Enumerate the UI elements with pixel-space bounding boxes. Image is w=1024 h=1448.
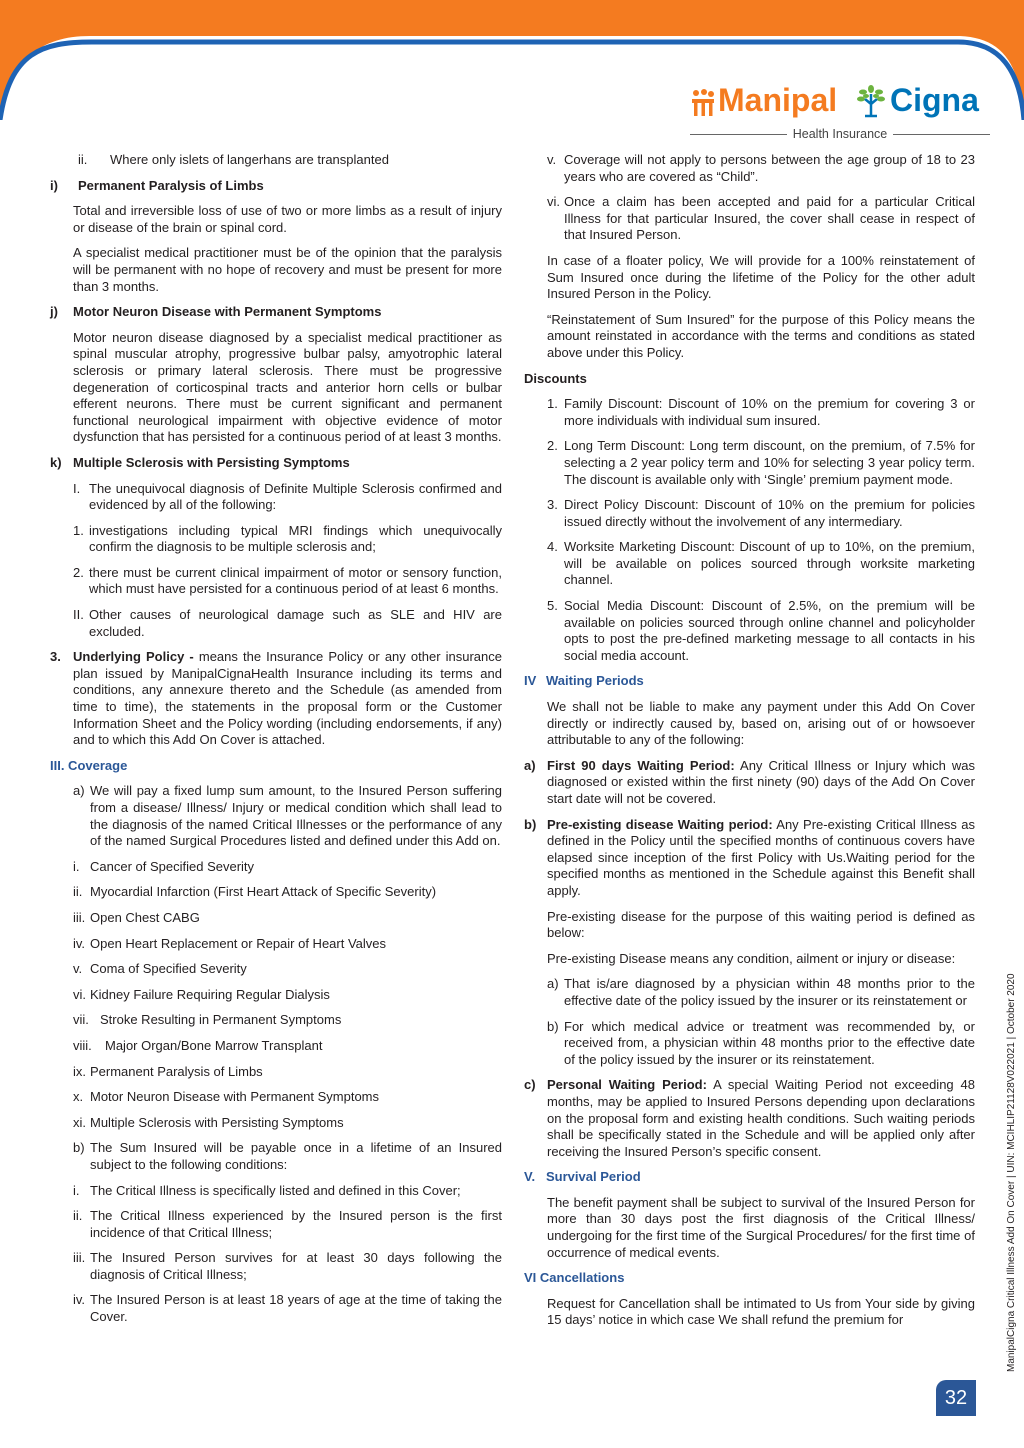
list-text: Long Term Discount: Long term discount, on the premium, of 7.5% for selecting a 2 year policy term and 10% for selecting 3 year policy term. The discount is available only with ‘Single’ premium payment mode.	[564, 438, 975, 487]
list-text: Open Chest CABG	[90, 909, 200, 925]
list-item	[547, 598, 975, 664]
side-footer-text: ManipalCigna Critical Illness Add On Cover | UIN: MCIHLIP21128V022021 | October 2020	[1006, 973, 1017, 1372]
list-text: Stroke Resulting in Permanent Symptoms	[100, 1012, 342, 1028]
list-marker: 5.	[547, 598, 558, 614]
list-item	[73, 1250, 502, 1283]
list-marker: 3.	[50, 649, 61, 665]
list-marker: 2.	[73, 564, 84, 580]
list-text: Coverage will not apply to persons between the age group of 18 to 23 years who are covered as “Child”.	[564, 152, 975, 184]
term: Pre-existing disease Waiting period:	[547, 816, 773, 832]
paragraph: “Reinstatement of Sum Insured” for the purpose of this Policy means the amount reinstated in accordance with the terms and conditions as stated above under this Policy.	[547, 311, 975, 360]
list-marker: vi.	[547, 194, 560, 210]
list-marker: I.	[73, 480, 81, 496]
list-marker: iv.	[73, 935, 86, 951]
list-text: Social Media Discount: Discount of 2.5%, on the premium will be available on policies sourced through online channel and policyholder opts to post the pre-defined marketing message to all contacts in his social media account.	[564, 598, 975, 663]
list-text: Myocardial Infarction (First Heart Attack of Specific Severity)	[90, 884, 437, 900]
list-text: Once a claim has been accepted and paid for a particular Critical Illness for that particular Insured, the cover shall cease in respect of that Insured Person.	[564, 194, 975, 243]
list-item	[547, 539, 975, 589]
list-text: That is/are diagnosed by a physician within 48 months prior to the effective date of the policy issued by the insurer or its reinstatement or	[564, 976, 975, 1008]
list-item	[73, 1140, 502, 1173]
list-text: The Critical Illness experienced by the Insured person is the first incidence of that Critical Illness;	[90, 1208, 502, 1240]
cigna-tree-icon	[856, 84, 886, 118]
waiting-item	[524, 758, 975, 808]
list-marker: xi.	[73, 1114, 86, 1130]
list-text: The Sum Insured will be payable once in a lifetime of an Insured subject to the following conditions:	[90, 1140, 502, 1172]
list-text: Coma of Specified Severity	[90, 961, 247, 977]
list-item	[73, 961, 502, 978]
list-text: Worksite Marketing Discount: Discount of up to 10%, on the premium, will be available on polices sourced through worksite marketing channel.	[564, 539, 975, 588]
list-text: Family Discount: Discount of 10% on the premium for covering 3 or more individuals with individual sum insured.	[564, 396, 975, 428]
right-column	[524, 152, 975, 1338]
logo-manipal-text: Manipal	[718, 82, 838, 118]
paragraph: A specialist medical practitioner must be of the opinion that the paralysis will be permanent with no hope of recovery and must be present for more than 3 months.	[73, 245, 502, 294]
paragraph: In case of a floater policy, We will provide for a 100% reinstatement of Sum Insured once during the lifetime of the Policy for the other adult Insured Person in the Policy.	[547, 252, 975, 302]
waiting-item	[524, 1077, 975, 1160]
list-marker: i.	[73, 1182, 80, 1198]
list-text: Direct Policy Discount: Discount of 10% on the premium for policies issued directly without the involvement of any intermediary.	[564, 497, 975, 529]
list-item	[73, 1183, 502, 1200]
term: Personal Waiting Period:	[547, 1077, 707, 1093]
ped-list	[547, 976, 975, 1068]
section-heading-survival	[524, 1169, 975, 1186]
list-item	[73, 1292, 502, 1325]
list-item	[547, 976, 975, 1009]
list-text: investigations including typical MRI findings which unequivocally confirm the diagnosis to be multiple sclerosis and;	[89, 522, 502, 555]
list-item	[547, 396, 975, 429]
heading-text: Motor Neuron Disease with Permanent Symptoms	[73, 304, 382, 320]
coverage-list	[73, 783, 502, 1325]
heading-text: Permanent Paralysis of Limbs	[78, 177, 264, 193]
section-heading	[50, 178, 502, 195]
list-text: there must be current clinical impairment of motor or sensory function, which must have persisted for a continuous period of at least 6 months.	[89, 564, 502, 597]
list-item	[73, 1115, 502, 1132]
list-text: Where only islets of langerhans are transplanted	[110, 152, 389, 167]
list-marker: vii.	[73, 1012, 89, 1028]
heading-text: Waiting Periods	[546, 673, 644, 689]
left-column	[50, 152, 502, 1335]
heading-marker: IV	[524, 673, 537, 689]
list-marker: II.	[73, 607, 84, 623]
heading-marker: k)	[50, 454, 62, 470]
list-text: Major Organ/Bone Marrow Transplant	[105, 1037, 323, 1053]
list-marker: b)	[547, 1018, 559, 1034]
heading-text: Multiple Sclerosis with Persisting Symptoms	[73, 454, 350, 470]
list-marker: ii.	[73, 884, 83, 900]
list-text: Cancer of Specified Severity	[90, 858, 255, 874]
logo-tagline	[690, 127, 990, 141]
list-text: Kidney Failure Requiring Regular Dialysis	[90, 986, 330, 1002]
paragraph: Request for Cancellation shall be intimated to Us from Your side by giving 15 days’ notice in which case We shall refund the premium for	[547, 1295, 975, 1328]
term-text: Any Critical Illness or Injury which was diagnosed or existed within the first ninety (90) days of the Add On Cover start date will not be covered.	[547, 757, 975, 806]
list-item	[73, 1089, 502, 1106]
heading-marker: j)	[50, 304, 58, 320]
list-marker: iii.	[73, 1250, 86, 1266]
list-marker: b)	[524, 816, 537, 832]
list-marker: ii.	[73, 1208, 83, 1224]
list-item	[73, 481, 502, 514]
list-marker: a)	[547, 976, 559, 992]
list-marker: v.	[547, 152, 557, 167]
paragraph: The benefit payment shall be subject to survival of the Insured Person for more than 30 days post the first diagnosis of the Critical Illness/ undergoing for the first time of the Surgical Procedures/ for the first time of occurrence of medical events.	[547, 1194, 975, 1260]
list-item	[547, 194, 975, 244]
definition-term: Underlying Policy -	[73, 649, 194, 665]
paragraph: Total and irreversible loss of use of two or more limbs as a result of injury or disease of the brain or spinal cord.	[73, 203, 502, 235]
section-heading-waiting	[524, 673, 975, 690]
list-marker: viii.	[73, 1037, 92, 1053]
list-item	[73, 565, 502, 598]
list-text: Open Heart Replacement or Repair of Heart Valves	[90, 935, 387, 951]
logo-tagline-text: Health Insurance	[792, 127, 888, 141]
list-item	[73, 1064, 502, 1081]
section-heading-discounts: Discounts	[524, 370, 587, 386]
list-marker: 3.	[547, 497, 558, 513]
list-item	[547, 497, 975, 530]
list-item	[73, 910, 502, 927]
list-text: We will pay a fixed lump sum amount, to the Insured Person suffering from a disease/ Illness/ Injury or medical condition which shall lead to the diagnosis of the named Critical Illnesses or the performance of any of the named Surgical Procedures listed and defined under this Add on.	[90, 783, 502, 849]
list-text: Motor Neuron Disease with Permanent Symptoms	[90, 1089, 380, 1105]
list-marker: v.	[73, 961, 83, 977]
section-heading-cancellations: VI Cancellations	[524, 1270, 625, 1286]
list-item	[73, 859, 502, 876]
discount-list	[547, 396, 975, 664]
waiting-item	[524, 817, 975, 900]
list-marker: c)	[524, 1077, 536, 1093]
list-item	[73, 783, 502, 849]
definition-underlying-policy	[50, 649, 502, 749]
page-number: 32	[936, 1380, 976, 1416]
paragraph: Pre-existing Disease means any condition, ailment or injury or disease:	[547, 950, 956, 966]
list-item	[73, 1208, 502, 1241]
list-marker: vi.	[73, 986, 86, 1002]
list-marker: iii.	[73, 909, 86, 925]
list-marker: ix.	[73, 1063, 86, 1079]
paragraph: Motor neuron disease diagnosed by a specialist medical practitioner as spinal muscular atrophy, progressive bulbar palsy, amyotrophic lateral sclerosis or primary lateral sclerosis. There must be progressive degeneration of corticospinal tracts and anterior horn cells or bulbar efferent neurons. There must be current significant and permanent functional neurological impairment with objective evidence of motor dysfunction that has persisted for a continuous period of at least 3 months.	[73, 329, 502, 445]
list-marker: iv.	[73, 1292, 86, 1308]
list-item	[78, 152, 502, 169]
term: First 90 days Waiting Period:	[547, 757, 735, 773]
list-item	[73, 1038, 502, 1055]
section-heading	[50, 455, 502, 472]
list-text: Other causes of neurological damage such as SLE and HIV are excluded.	[89, 607, 502, 639]
list-item	[73, 936, 502, 953]
list-marker: ii.	[78, 152, 88, 167]
term-text: A special Waiting Period not exceeding 48 months, may be applied to Insured Persons depending upon declarations on the proposal form and existing health conditions. Such waiting periods shall be specifically stated in the Schedule and will be applied only after receiving the Insured Person’s specific consent.	[547, 1077, 975, 1159]
list-text: The Critical Illness is specifically listed and defined in this Cover;	[90, 1182, 461, 1198]
list-item	[73, 1012, 502, 1029]
definition-text: means the Insurance Policy or any other insurance plan issued by ManipalCignaHealth Insurance including its terms and conditions, any annexure thereto and the Schedule (as amended from time to time), the statements in the proposal form or the Customer Information Sheet and the Policy wording (including endorsements, if any) and to which this Add On Cover is attached.	[73, 649, 502, 748]
list-item	[73, 607, 502, 640]
term-text: Any Pre-existing Critical Illness as defined in the Policy until the specified months of continuous covers have elapsed since inception of the first Policy with Us.Waiting period for the specified months as mentioned in the Schedule against this Benefit shall apply.	[547, 816, 975, 898]
list-marker: i.	[73, 858, 80, 874]
heading-text: Survival Period	[546, 1169, 641, 1185]
list-item	[547, 438, 975, 488]
list-item	[547, 1019, 975, 1069]
manipal-figure-icon	[690, 88, 716, 118]
list-item	[547, 152, 975, 185]
section-heading	[50, 304, 502, 321]
list-text: Permanent Paralysis of Limbs	[90, 1063, 263, 1079]
list-marker: 1.	[73, 522, 84, 538]
list-text: The unequivocal diagnosis of Definite Multiple Sclerosis confirmed and evidenced by all of the following:	[89, 480, 502, 513]
list-item	[73, 987, 502, 1004]
k-list	[73, 481, 502, 641]
list-text: The Insured Person survives for at least 30 days following the diagnosis of Critical Illness;	[90, 1250, 502, 1282]
list-marker: a)	[524, 757, 536, 773]
heading-marker: i)	[50, 177, 58, 193]
list-item	[73, 884, 502, 901]
section-heading-coverage: III. Coverage	[50, 757, 128, 773]
top-list	[547, 152, 975, 244]
list-text: The Insured Person is at least 18 years of age at the time of taking the Cover.	[90, 1292, 502, 1325]
list-marker: 4.	[547, 539, 558, 555]
logo-cigna-text: Cigna	[890, 82, 979, 118]
list-item	[73, 523, 502, 556]
list-marker: a)	[73, 783, 85, 799]
paragraph: We shall not be liable to make any payment under this Add On Cover directly or indirectly caused by, based on, arising out of or howsoever attributable to any of the following:	[547, 699, 975, 748]
list-marker: 2.	[547, 438, 558, 454]
paragraph: Pre-existing disease for the purpose of this waiting period is defined as below:	[547, 908, 975, 941]
list-marker: b)	[73, 1140, 85, 1156]
list-marker: x.	[73, 1089, 84, 1105]
heading-marker: V.	[524, 1169, 536, 1185]
list-text: Multiple Sclerosis with Persisting Symptoms	[90, 1114, 344, 1130]
list-marker: 1.	[547, 396, 558, 412]
list-text: For which medical advice or treatment was recommended by, or received from, a physician within 48 months prior to the effective date of the policy issued by the insurer or its reinstatement.	[564, 1018, 975, 1067]
